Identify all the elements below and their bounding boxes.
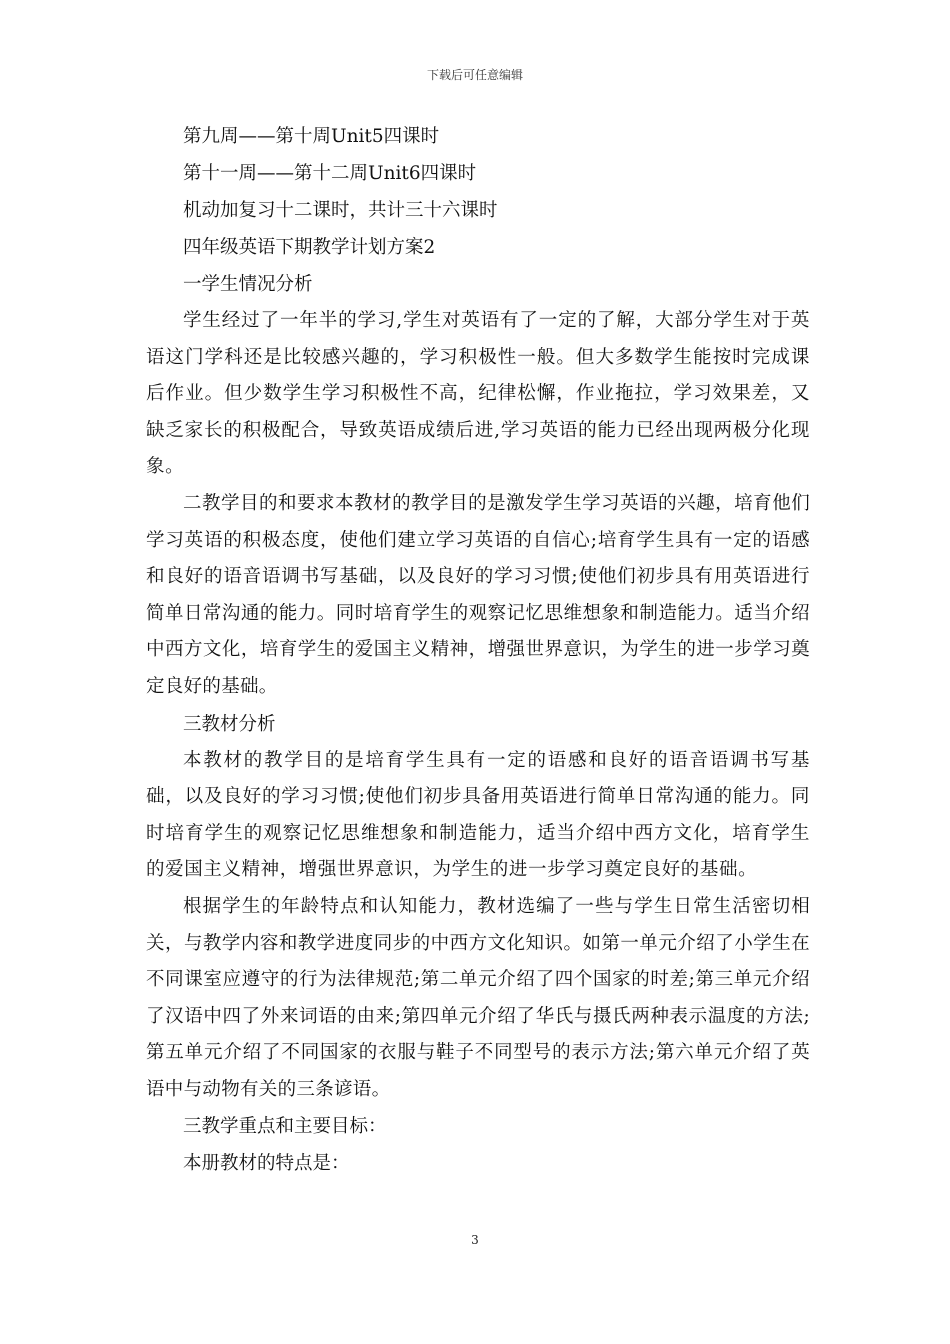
schedule-line-week9-10: 第九周——第十周Unit5四课时 [183,126,440,147]
textbook-features-line: 本册教材的特点是： [183,1153,350,1175]
page-number: 3 [471,1233,479,1247]
schedule-line-review: 机动加复习十二课时，共计三十六课时 [183,200,498,221]
paragraph-culture-content: 根据学生的年龄特点和认知能力，教材选编了一些与学生日常生活密切相关，与教学内容和教学进度同步的中西方文化知识。如第一单元介绍了小学生在不同课室应遵守的行为法律规范;第二单元介绍了四个国家的时差;第三单元介绍了汉语中四了外来词语的由来;第四单元介绍了华氏与摄氏两种表示温度的方法;第五单元介绍了不同国家的衣服与鞋子不同型号的表示方法;第六单元介绍了英语中与动物有关的三条谚语。 [146,895,810,1100]
heading-key-points: 三教学重点和主要目标： [183,1116,387,1138]
paragraph-textbook-analysis: 本教材的教学目的是培育学生具有一定的语感和良好的语音语调书写基础，以及良好的学习习惯;使他们初步具备用英语进行简单日常沟通的能力。同时培育学生的观察记忆思维想象和制造能力，适当介绍中西方文化，培育学生的爱国主义精神，增强世界意识，为学生的进一步学习奠定良好的基础。 [146,749,810,881]
section-title-plan-2: 四年级英语下期教学计划方案2 [183,237,436,258]
heading-student-analysis: 一学生情况分析 [183,274,313,295]
heading-textbook-analysis: 三教材分析 [183,713,276,735]
document-body [146,118,810,1182]
page-header: 下载后可任意编辑 [426,68,523,82]
paragraph-student-analysis: 学生经过了一年半的学习,学生对英语有了一定的了解，大部分学生对于英语这门学科还是比较感兴趣的，学习积极性一般。但大多数学生能按时完成课后作业。但少数学生学习积极性不高，纪律松懈，作业拖拉，学习效果差，又缺乏家长的积极配合，导致英语成绩后进,学习英语的能力已经出现两极分化现象。 [146,310,810,478]
schedule-line-week11-12: 第十一周——第十二周Unit6四课时 [183,163,477,184]
paragraph-teaching-goals: 二教学目的和要求本教材的教学目的是激发学生学习英语的兴趣，培育他们学习英语的积极态度，使他们建立学习英语的自信心;培育学生具有一定的语感和良好的语音语调书写基础，以及良好的学习习惯;使他们初步具有用英语进行简单日常沟通的能力。同时培育学生的观察记忆思维想象和制造能力。适当介绍中西方文化，培育学生的爱国主义精神，增强世界意识，为学生的进一步学习奠定良好的基础。 [146,492,810,697]
